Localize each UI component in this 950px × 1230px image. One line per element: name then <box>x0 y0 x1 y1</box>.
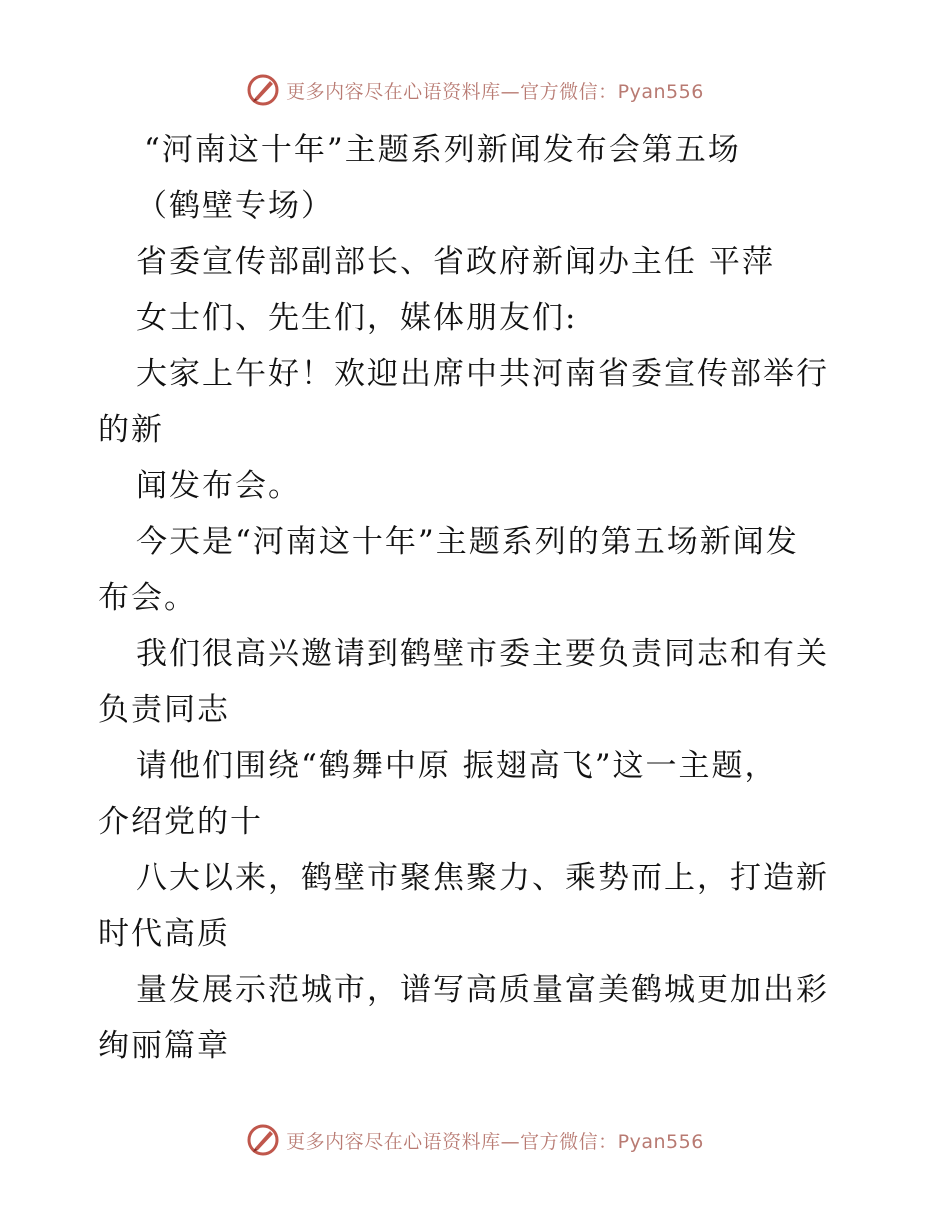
document-line: 布会。 <box>98 580 197 616</box>
document-line: 时代高质 <box>98 916 230 952</box>
document-line: 绚丽篇章 <box>98 1028 230 1064</box>
document-line: 量发展示范城市，谱写高质量富美鹤城更加出彩 <box>136 972 829 1008</box>
quill-logo-icon <box>246 73 280 107</box>
document-line: 八大以来，鹤壁市聚焦聚力、乘势而上，打造新 <box>136 860 829 896</box>
speaker-line: 省委宣传部副部长、省政府新闻办主任 平萍 <box>136 244 775 280</box>
footer-banner-text: 更多内容尽在心语资料库—官方微信：Pyan556 <box>286 1130 704 1153</box>
document-subtitle: （鹤壁专场） <box>136 188 334 224</box>
document-line: 我们很高兴邀请到鹤壁市委主要负责同志和有关 <box>136 636 829 672</box>
document-paragraphs <box>98 290 858 1074</box>
quill-logo-icon <box>246 1123 280 1157</box>
document-line: 闻发布会。 <box>136 468 301 504</box>
document-line: 的新 <box>98 412 164 448</box>
header-banner-content <box>246 73 704 107</box>
footer-banner <box>0 1120 950 1160</box>
document-body <box>98 122 858 1074</box>
header-banner-text: 更多内容尽在心语资料库—官方微信：Pyan556 <box>286 80 704 103</box>
header-banner <box>0 70 950 110</box>
document-line: 请他们围绕“鹤舞中原 振翅高飞”这一主题， <box>136 748 778 784</box>
footer-banner-content <box>246 1123 704 1157</box>
document-line: 大家上午好！欢迎出席中共河南省委宣传部举行 <box>136 356 829 392</box>
document-line: 今天是“河南这十年”主题系列的第五场新闻发 <box>136 524 799 560</box>
document-line: 介绍党的十 <box>98 804 263 840</box>
document-title: “河南这十年”主题系列新闻发布会第五场 <box>144 132 741 168</box>
document-line: 女士们、先生们，媒体朋友们: <box>136 300 578 336</box>
document-line: 负责同志 <box>98 692 230 728</box>
